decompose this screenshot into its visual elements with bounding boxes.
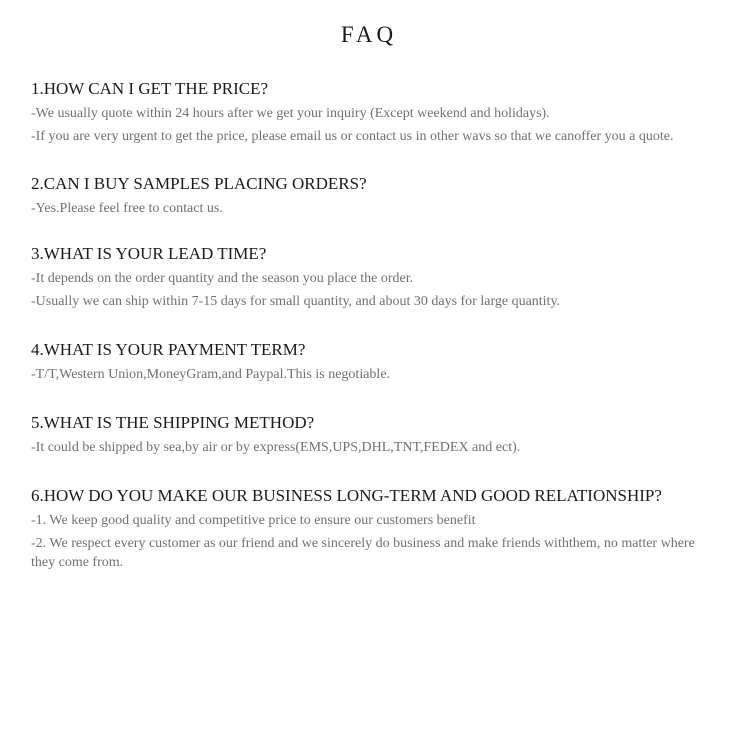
page-title: FAQ — [340, 22, 398, 47]
faq-answer: -Yes.Please feel free to contact us. — [31, 201, 223, 216]
faq-question: 5.WHAT IS THE SHIPPING METHOD? — [31, 413, 315, 432]
faq-answer: -2. We respect every customer as our friend and we sincerely do business and make friends withthem, no matter where they come from. — [31, 536, 695, 570]
faq-question: 2.CAN I BUY SAMPLES PLACING ORDERS? — [31, 174, 367, 193]
faq-item-relationship — [31, 485, 721, 572]
faq-answer: -If you are very urgent to get the price, please email us or contact us in other wavs so that we canoffer you a quote. — [31, 129, 674, 144]
faq-answer: -We usually quote within 24 hours after we get your inquiry (Except weekend and holidays). — [31, 106, 550, 121]
faq-question: 4.WHAT IS YOUR PAYMENT TERM? — [31, 340, 306, 359]
faq-answer: -Usually we can ship within 7-15 days for small quantity, and about 30 days for large quantity. — [31, 294, 561, 309]
faq-item-lead-time — [31, 243, 721, 311]
faq-answer: -T/T,Western Union,MoneyGram,and Paypal.This is negotiable. — [31, 367, 391, 382]
faq-item-samples — [31, 173, 721, 218]
faq-question: 3.WHAT IS YOUR LEAD TIME? — [31, 244, 267, 263]
faq-question: 6.HOW DO YOU MAKE OUR BUSINESS LONG-TERM AND GOOD RELATIONSHIP? — [31, 486, 662, 505]
faq-answer: -It depends on the order quantity and the season you place the order. — [31, 271, 414, 286]
faq-answer: -It could be shipped by sea,by air or by express(EMS,UPS,DHL,TNT,FEDEX and ect). — [31, 440, 521, 455]
faq-item-price — [31, 78, 721, 146]
faq-answer: -1. We keep good quality and competitive price to ensure our customers benefit — [31, 513, 476, 528]
faq-item-payment — [31, 339, 721, 384]
faq-list — [31, 78, 721, 576]
faq-item-shipping — [31, 412, 721, 457]
faq-question: 1.HOW CAN I GET THE PRICE? — [31, 79, 269, 98]
